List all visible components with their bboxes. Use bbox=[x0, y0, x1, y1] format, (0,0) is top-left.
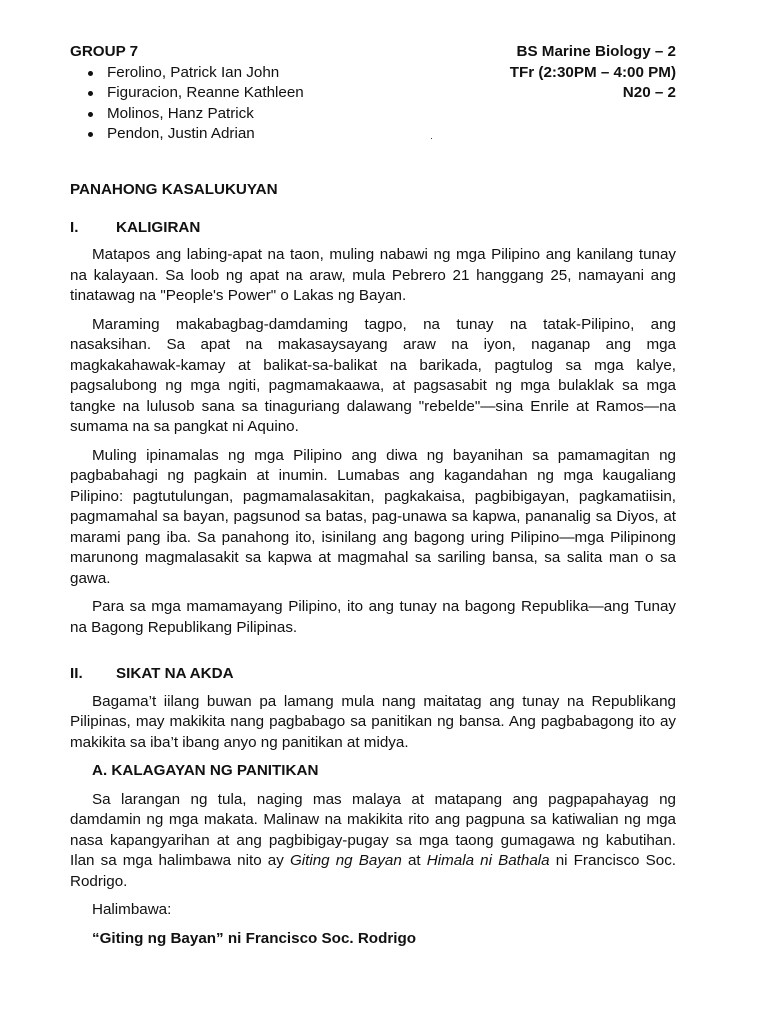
paragraph-text: Sa larangan ng tula, naging mas malaya at matapang ang pagpapahayag ng damdamin ng mga makata. Malinaw na makikita rito ang pagpuna sa katiwalian ng mga nasa kapangyarihan at ang pagbibigay-pugay sa mga taong gumagawa ng kabutihan. Ilan sa mga halimbawa nito ay bbox=[70, 790, 676, 869]
subsection-title: A. KALAGAYAN NG PANITIKAN bbox=[92, 762, 319, 779]
bullet-icon bbox=[88, 71, 93, 76]
stray-mark: · bbox=[430, 133, 433, 143]
bullet-icon bbox=[88, 91, 93, 96]
main-title: PANAHONG KASALUKUYAN bbox=[70, 181, 278, 198]
member-name: Pendon, Justin Adrian bbox=[107, 125, 255, 142]
paragraph: Para sa mga mamamayang Pilipino, ito ang tunay na bagong Republika—ang Tunay na Bagong Republikang Pilipinas. bbox=[70, 598, 676, 636]
list-item bbox=[88, 104, 676, 125]
document-body bbox=[70, 180, 676, 949]
section-title: SIKAT NA AKDA bbox=[116, 665, 234, 682]
section-heading bbox=[70, 218, 676, 239]
work-title: Himala ni Bathala bbox=[426, 852, 550, 869]
bullet-icon bbox=[88, 112, 93, 117]
course-info bbox=[510, 42, 676, 104]
paragraph: Matapos ang labing-apat na taon, muling nabawi ng mga Pilipino ang kanilang tunay na kalayaan. Sa loob ng apat na araw, mula Pebrero 21 hanggang 25, namayani ang tinatawag na "People's Power" o Lakas ng Bayan. bbox=[70, 246, 676, 304]
room: N20 – 2 bbox=[622, 84, 676, 101]
paragraph: Maraming makabagbag-damdaming tagpo, na tunay na tatak-Pilipino, ang nasaksihan. Sa apat na makasaysayang araw na iyon, naganap ang mga magkakahawak-kamay at balikat-sa-balikat na barikada, pagtulog sa mga kalye, pagsalubong ng mga ngiti, pagmamakaawa, at pagsasabit ng mga bulaklak sa mga tangke na lulusob sana sa tinaguriang dalawang "rebelde"—sina Enrile at Ramos—na sumama na sa pangkat ni Aquino. bbox=[70, 315, 676, 435]
poem-title: “Giting ng Bayan” ni Francisco Soc. Rodrigo bbox=[92, 929, 417, 947]
header bbox=[70, 42, 676, 145]
work-title: Giting ng Bayan bbox=[289, 852, 402, 869]
schedule: TFr (2:30PM – 4:00 PM) bbox=[509, 63, 676, 81]
course-name: BS Marine Biology – 2 bbox=[516, 43, 676, 60]
paragraph-text: at bbox=[401, 852, 427, 869]
member-name: Ferolino, Patrick Ian John bbox=[107, 63, 280, 81]
member-name: Figuracion, Reanne Kathleen bbox=[107, 84, 304, 101]
paragraph-text: ni Francisco Soc. Rodrigo. bbox=[70, 852, 677, 890]
paragraph bbox=[70, 790, 676, 893]
section-heading bbox=[70, 664, 676, 685]
section-title: KALIGIRAN bbox=[116, 218, 201, 236]
list-item bbox=[88, 124, 676, 145]
section-number: II. bbox=[70, 665, 83, 682]
bullet-icon bbox=[88, 132, 93, 137]
paragraph: Bagama’t iilang buwan pa lamang mula nang maitatag ang tunay na Republikang Pilipinas, may makikita nang pagbabago sa panitikan ng bansa. Ang pagbabagong ito ay makikita sa iba’t ibang anyo ng panitikan at midya. bbox=[70, 692, 676, 751]
section-number: I. bbox=[70, 218, 79, 236]
member-name: Molinos, Hanz Patrick bbox=[107, 104, 254, 122]
paragraph: Muling ipinamalas ng mga Pilipino ang diwa ng bayanihan sa pamamagitan ng pagbabahagi ng pagkain at inumin. Lumabas ang kagandahan ng mga kaugaliang Pilipino: pagtutulungan, pagmamalasakitan, pagkakaisa, pagbibigayan, pagkamatiisin, pagmamahal sa bayan, pagsunod sa batas, pag-unawa sa kapwa, pananalig sa Diyos, at marami pang iba. Sa panahong ito, isinilang ang bagong uring Pilipino—mga Pilipinong marunong magmalasakit sa kapwa at magmahal sa sariling bansa, sa salita man o sa gawa. bbox=[70, 446, 676, 587]
group-title: GROUP 7 bbox=[70, 43, 139, 60]
example-label: Halimbawa: bbox=[92, 901, 172, 918]
